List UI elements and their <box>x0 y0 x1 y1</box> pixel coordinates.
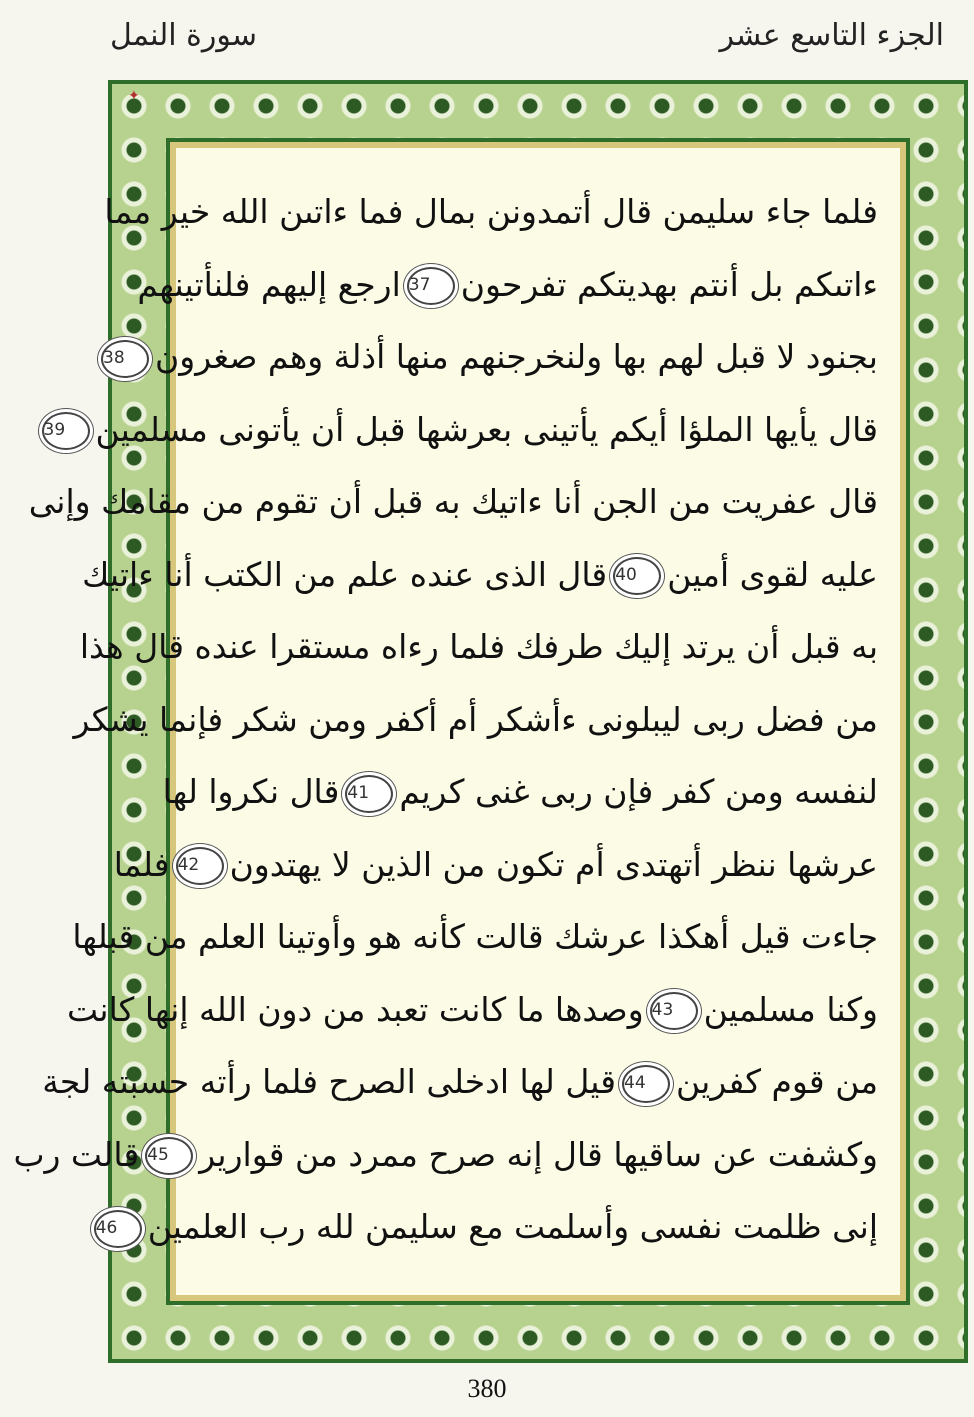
verse-line-12 <box>67 974 878 1047</box>
quran-text-panel <box>13 148 900 1295</box>
line-text: وصدها ما كانت تعبد من دون الله إنها كانت <box>67 989 644 1029</box>
ayah-marker-icon: 41 <box>345 775 393 813</box>
verse-line-9 <box>162 756 878 829</box>
verse-line-10 <box>113 829 878 902</box>
line-text: من قوم كفرين <box>676 1062 878 1101</box>
line-text: فلما <box>113 844 170 884</box>
verse-line-1 <box>104 176 878 249</box>
line-text: قالت رب <box>13 1134 140 1174</box>
line-text: فلما جاء سليمن قال أتمدونن بمال فما ءاتىن الله خير مما <box>104 192 878 231</box>
verse-line-3 <box>103 321 878 394</box>
verse-line-6 <box>82 539 878 612</box>
line-text: قيل لها ادخلى الصرح فلما رأته حسبته لجة <box>42 1062 617 1101</box>
line-text: وكنا مسلمين <box>703 989 878 1029</box>
corner-star-icon: ✦ <box>128 88 140 104</box>
line-text: ارجع إليهم فلنأتينهم <box>137 264 401 304</box>
page-number: 380 <box>467 1374 507 1403</box>
line-text: قال الذى عنده علم من الكتب أنا ءاتيك <box>82 554 608 594</box>
verse-line-13 <box>42 1046 878 1119</box>
ayah-marker-icon: 46 <box>94 1210 142 1248</box>
ornamental-frame <box>13 80 968 1363</box>
line-text: قال يأيها الملؤا أيكم يأتينى بعرشها قبل أن يأتونى مسلمين <box>95 409 878 449</box>
line-text: جاءت قيل أهكذا عرشك قالت كأنه هو وأوتينا العلم من قبلها <box>72 917 878 956</box>
juz-name: الجزء التاسع عشر <box>719 18 944 53</box>
verse-line-4 <box>43 394 878 467</box>
verse-line-8 <box>73 684 878 757</box>
line-text: عرشها ننظر أتهتدى أم تكون من الذين لا يهتدون <box>229 844 878 884</box>
ayah-marker-icon: 43 <box>650 992 698 1030</box>
frame-gold-border <box>13 142 906 1301</box>
line-text: بجنود لا قبل لهم بها ولنخرجنهم منها أذلة وهم صغرون <box>155 337 878 376</box>
verse-line-2 <box>137 249 878 322</box>
line-text: قال عفريت من الجن أنا ءاتيك به قبل أن تقوم من مقامك وإنى <box>28 482 878 521</box>
line-text: عليه لقوى أمين <box>667 554 878 594</box>
verse-line-5 <box>28 466 878 539</box>
page-header <box>0 0 974 78</box>
ayah-marker-icon: 37 <box>407 267 455 305</box>
line-text: إنى ظلمت نفسى وأسلمت مع سليمن لله رب العلمين <box>147 1207 878 1246</box>
ayah-marker-icon: 42 <box>176 847 224 885</box>
line-text: من فضل ربى ليبلونى ءأشكر أم أكفر ومن شكر فإنما يشكر <box>73 699 878 739</box>
line-text: وكشفت عن ساقيها قال إنه صرح ممرد من قوارير <box>199 1134 878 1174</box>
verse-line-14 <box>13 1119 878 1192</box>
ayah-marker-icon: 45 <box>145 1137 193 1175</box>
ayah-marker-icon: 44 <box>622 1065 670 1103</box>
line-text: ءاتىكم بل أنتم بهديتكم تفرحون <box>460 264 878 304</box>
line-text: قال نكروا لها <box>162 772 340 811</box>
ayah-marker-icon: 39 <box>42 412 90 450</box>
surah-name: سورة النمل <box>110 18 257 53</box>
verse-line-11 <box>72 901 878 974</box>
verse-line-15 <box>95 1191 878 1264</box>
ayah-marker-icon: 40 <box>613 557 661 595</box>
line-text: به قبل أن يرتد إليك طرفك فلما رءاه مستقرا عنده قال هذا <box>79 627 878 666</box>
line-text: لنفسه ومن كفر فإن ربى غنى كريم <box>399 772 878 811</box>
ayah-marker-icon: 38 <box>101 340 149 378</box>
verse-line-7 <box>79 611 878 684</box>
frame-inner-border <box>13 138 910 1305</box>
